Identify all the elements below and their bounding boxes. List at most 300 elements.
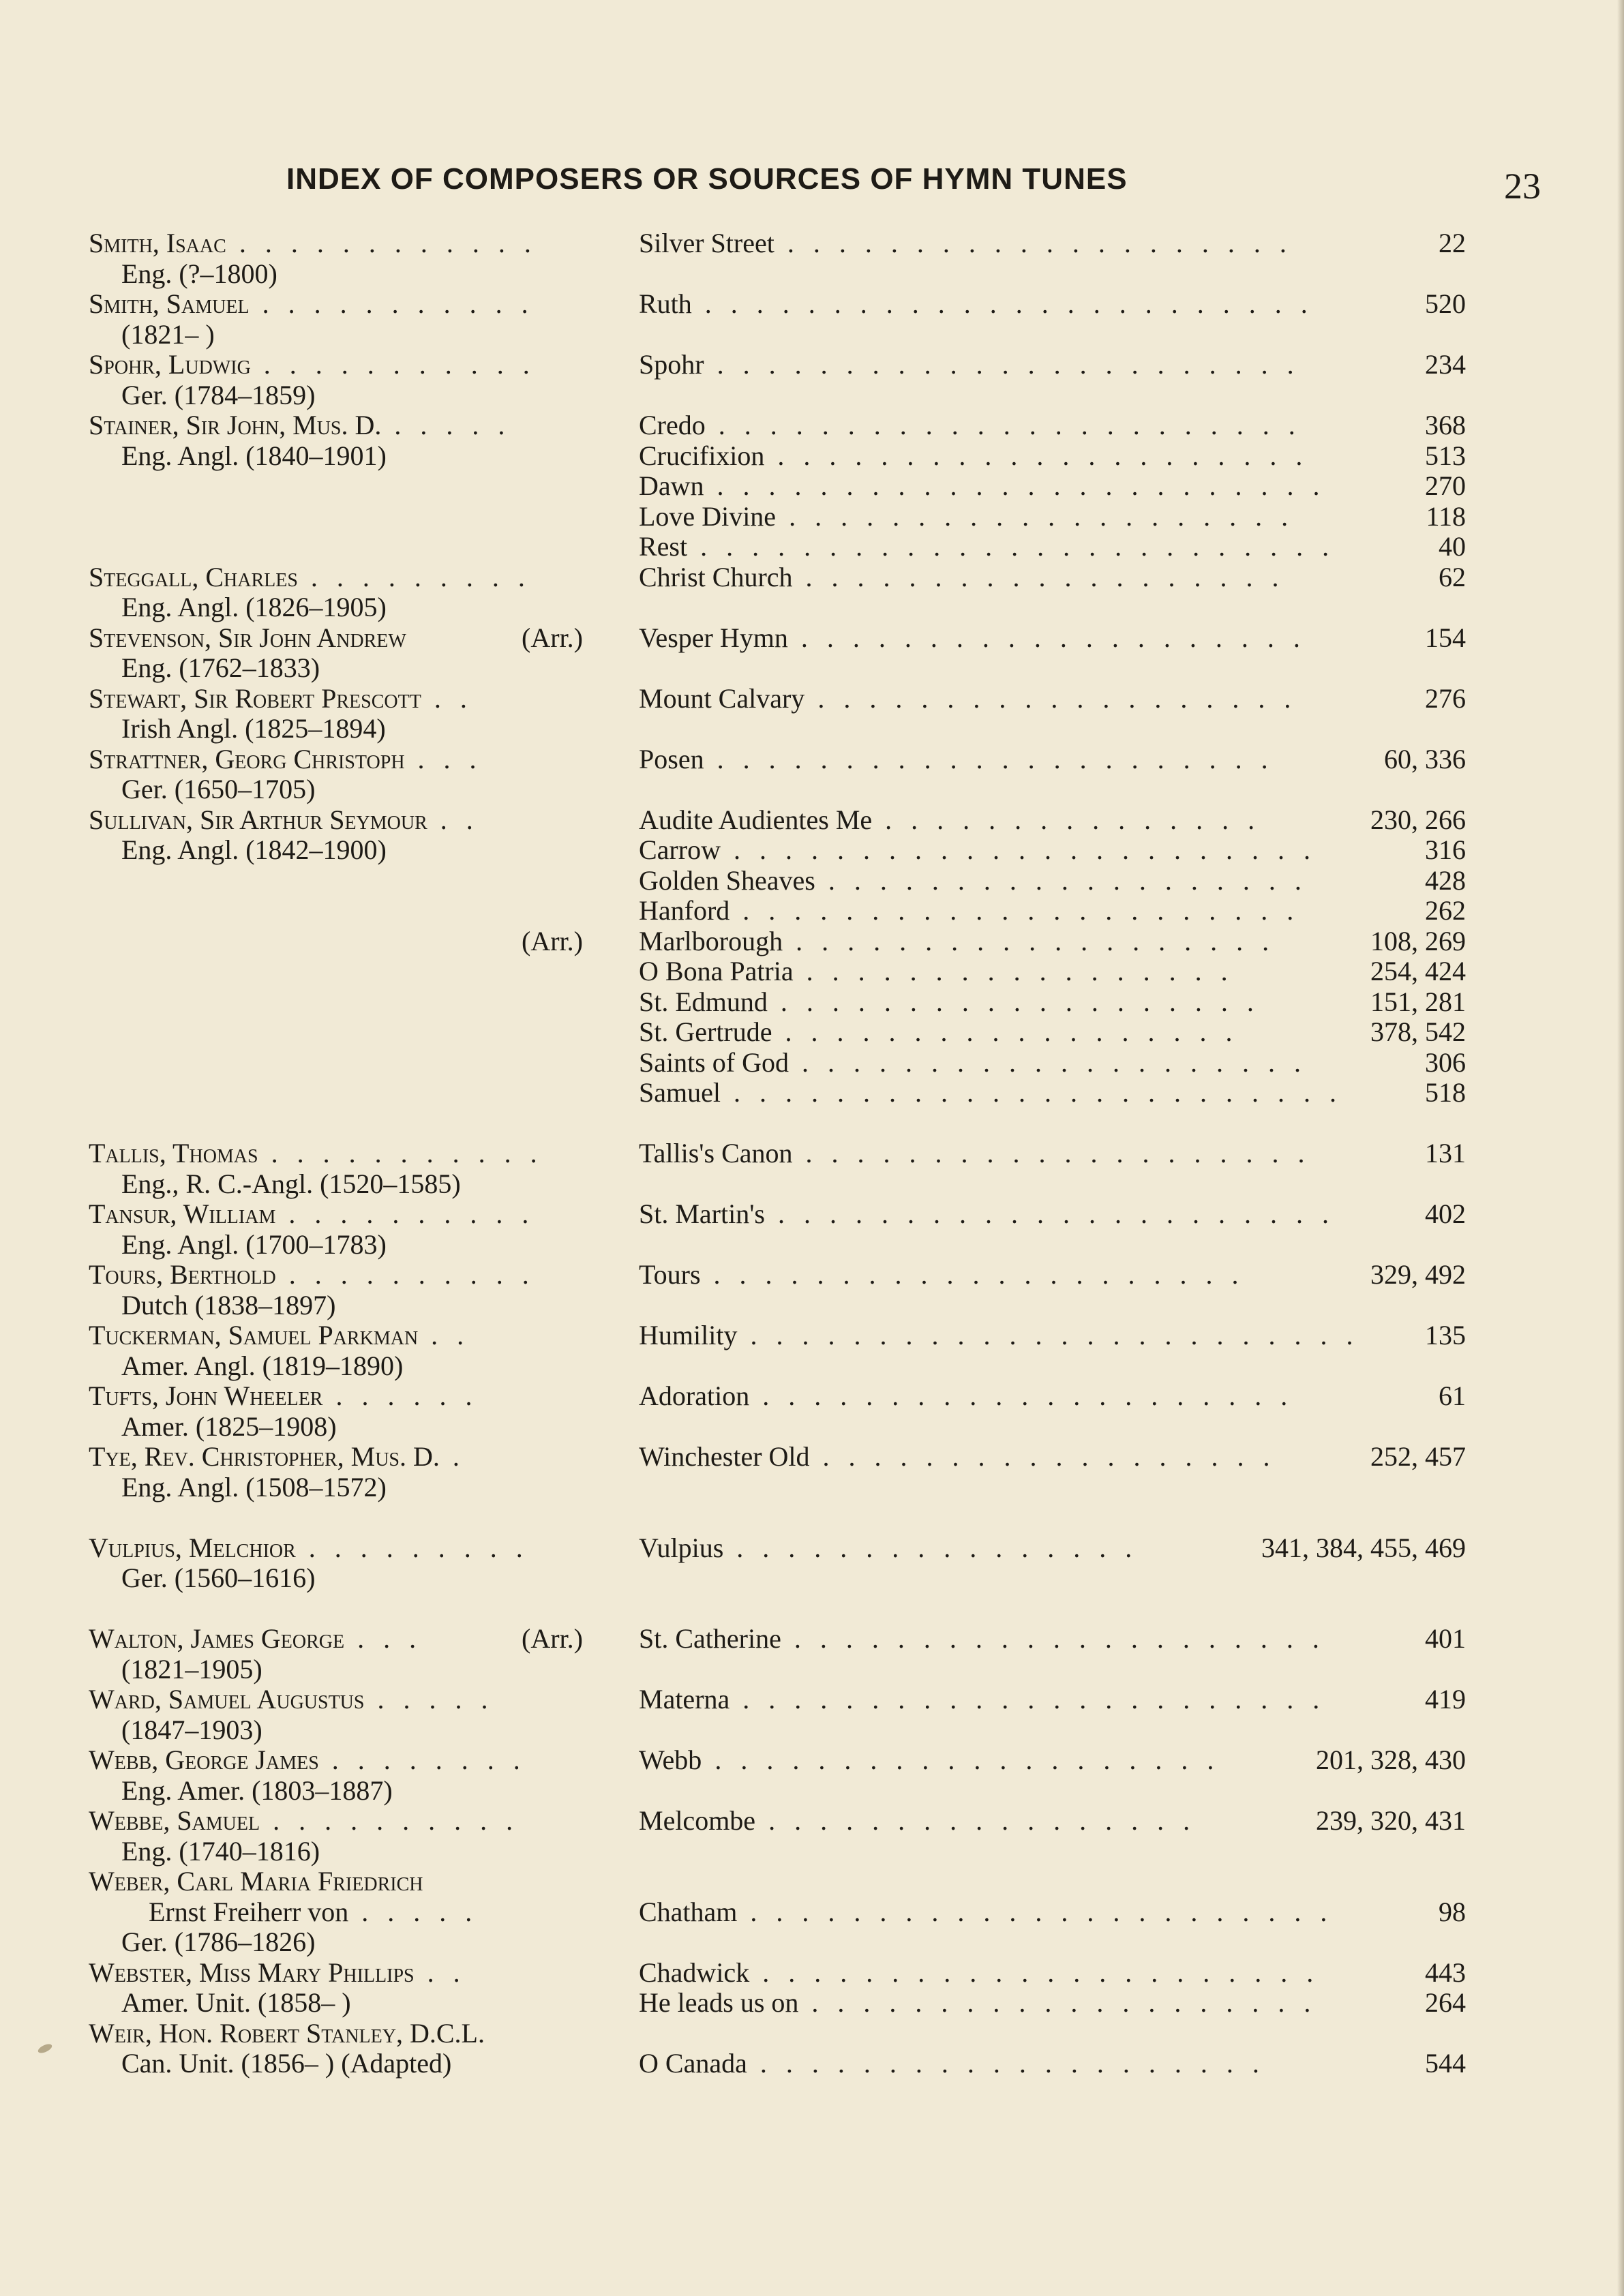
index-row <box>0 805 1624 836</box>
composer-name-cell <box>89 562 531 593</box>
composer-detail: Eng. (1762–1833) <box>121 652 320 683</box>
tune-cell <box>639 471 1326 502</box>
tune-cell <box>639 1199 1335 1230</box>
index-row <box>0 532 1624 562</box>
tune-cell <box>639 1624 1325 1655</box>
index-row <box>0 1442 1624 1472</box>
composer-leader-dots: . . . . . . . . . <box>297 561 531 592</box>
composer-detail: Eng. Angl. (1508–1572) <box>121 1471 387 1502</box>
tune-name: St. Edmund <box>639 986 768 1017</box>
tune-leader-dots: . . . . . . . . . . . . . . . . . . . <box>815 864 1308 896</box>
tune-leader-dots: . . . . . . . . . . . . . . . . . . . . . . . <box>720 834 1317 865</box>
tune-name: Credo <box>639 410 706 440</box>
composer-leader-dots: . . . . . <box>348 1896 479 1927</box>
index-row <box>0 2019 1624 2049</box>
composer-name-cell <box>89 350 536 380</box>
index-row <box>0 714 1624 744</box>
tune-cell <box>639 1745 1220 1776</box>
tune-leader-dots: . . . . . . . . . . . . . . . . . . . . <box>774 228 1293 258</box>
hymn-numbers: 108, 269 <box>1370 925 1466 956</box>
tune-cell <box>639 1048 1307 1078</box>
tune-leader-dots: . . . . . . . . . . . . . . . . . . . . <box>747 2048 1265 2079</box>
composer-name-cell <box>89 1199 535 1230</box>
tune-name: Dawn <box>639 470 704 501</box>
tune-cell <box>639 866 1308 896</box>
composer-detail: Can. Unit. (1856– ) (Adapted) <box>121 2048 452 2079</box>
composer-leader-dots: . . . . . . . . . . . <box>250 349 536 380</box>
hymn-numbers: 135 <box>1425 1320 1466 1350</box>
page-number: 23 <box>1504 166 1541 207</box>
composer-detail-cell <box>121 1230 387 1260</box>
tune-name: Mount Calvary <box>639 682 805 714</box>
composer-name: Stainer, Sir John, Mus. D. <box>89 410 382 440</box>
tune-name: O Canada <box>639 2048 747 2079</box>
hymn-numbers: 239, 320, 431 <box>1316 1805 1466 1836</box>
tune-cell <box>639 1897 1333 1928</box>
composer-name-cell <box>89 1320 470 1351</box>
tune-leader-dots: . . . . . . . . . . . . . . . . . . . <box>805 682 1297 714</box>
spacer-row <box>0 1502 1624 1533</box>
composer-name-cell <box>89 228 537 259</box>
composer-leader-dots: . . . <box>344 1623 423 1654</box>
composer-detail: Ger. (1786–1826) <box>121 1927 316 1957</box>
composer-name: Strattner, Georg Christoph <box>89 743 405 774</box>
composer-detail-cell <box>121 441 387 472</box>
arrangement-note: (Arr.) <box>522 1623 583 1654</box>
tune-cell <box>639 1381 1293 1412</box>
index-row <box>0 684 1624 714</box>
tune-leader-dots: . . . . . . . . . . . . . . . . . . . . . <box>700 1259 1245 1290</box>
tune-cell <box>639 896 1299 926</box>
index-row <box>0 289 1624 320</box>
composer-name: Spohr, Ludwig <box>89 349 251 380</box>
tune-name: Vulpius <box>639 1532 724 1563</box>
composer-name-cell <box>89 1624 422 1655</box>
composer-name: Steggall, Charles <box>89 561 298 592</box>
index-row <box>0 1988 1624 2019</box>
index-row <box>0 896 1624 926</box>
tune-name: Tours <box>639 1259 701 1290</box>
tune-name: Materna <box>639 1684 730 1715</box>
arrangement-note: (Arr.) <box>522 622 583 653</box>
composer-leader-dots: . . . . . . . . . . . <box>258 1138 543 1168</box>
tune-leader-dots: . . . . . . . . . . . . . . . . . . . <box>783 925 1276 956</box>
composer-leader-dots: . . . . . <box>364 1684 494 1715</box>
composer-name-cell <box>89 2019 485 2049</box>
hymn-numbers: 230, 266 <box>1370 804 1466 835</box>
index-row <box>0 987 1624 1018</box>
tune-cell <box>639 835 1317 866</box>
composer-detail-cell <box>121 1927 315 1958</box>
tune-leader-dots: . . . . . . . . . . . . . . . . . . . . <box>789 1046 1307 1078</box>
index-row <box>0 1169 1624 1200</box>
tune-name: Winchester Old <box>639 1441 810 1472</box>
index-row <box>0 1138 1624 1169</box>
composer-detail: Ger. (1650–1705) <box>121 774 316 804</box>
composer-leader-dots: . . . . . . . . . . <box>260 1805 520 1836</box>
composer-name: Tansur, William <box>89 1198 276 1229</box>
composer-name-cell <box>89 289 535 320</box>
composer-detail-cell <box>121 1290 335 1321</box>
composer-name-cell <box>89 623 406 654</box>
composer-name: Ward, Samuel Augustus <box>89 1684 365 1715</box>
hymn-numbers: 428 <box>1425 864 1466 896</box>
composer-name-cell <box>89 1442 466 1472</box>
composer-leader-dots: . . <box>421 682 473 714</box>
index-row <box>0 471 1624 502</box>
tune-leader-dots: . . . . . . . . . . . . . . . . . . . . . . <box>765 1198 1335 1229</box>
composer-leader-dots: . . <box>427 804 479 835</box>
hymn-numbers: 151, 281 <box>1370 986 1466 1017</box>
tune-leader-dots: . . . . . . . . . . . . . . . . . . <box>809 1441 1276 1472</box>
tune-name: Tallis's Canon <box>639 1138 793 1168</box>
composer-name: Weir, Hon. Robert Stanley, D.C.L. <box>89 2017 485 2049</box>
index-row <box>0 774 1624 805</box>
tune-leader-dots: . . . . . . . . . . . . . . . <box>872 804 1261 835</box>
index-row <box>0 1533 1624 1564</box>
composer-detail: Eng. Angl. (1842–1900) <box>121 834 387 865</box>
composer-detail-cell <box>121 835 387 866</box>
tune-cell <box>639 1138 1311 1169</box>
tune-leader-dots: . . . . . . . . . . . . . . . . . . . . . . . <box>705 410 1302 440</box>
index-row <box>0 2049 1624 2079</box>
hymn-numbers: 154 <box>1425 622 1466 653</box>
tune-cell <box>639 441 1308 472</box>
tune-name: Rest <box>639 531 688 562</box>
hymn-numbers: 118 <box>1426 500 1466 532</box>
tune-name: Adoration <box>639 1380 750 1411</box>
composer-name: Webbe, Samuel <box>89 1805 260 1836</box>
tune-cell <box>639 350 1300 380</box>
hymn-numbers: 276 <box>1425 682 1466 714</box>
composer-detail-cell <box>121 380 315 411</box>
composer-detail-cell <box>121 1351 403 1382</box>
composer-detail: (1847–1903) <box>121 1714 262 1745</box>
tune-leader-dots: . . . . . . . . . . . . . . . . . . . . . <box>764 440 1309 471</box>
hymn-numbers: 22 <box>1439 228 1466 258</box>
composer-leader-dots: . . . <box>404 743 483 774</box>
tune-name: O Bona Patria <box>639 956 794 986</box>
index-row <box>0 1472 1624 1503</box>
index-row <box>0 1958 1624 1989</box>
hymn-numbers: 264 <box>1425 1987 1466 2018</box>
index-row <box>0 1017 1624 1048</box>
tune-name: Carrow <box>639 834 721 865</box>
tune-leader-dots: . . . . . . . . . . . . . . . . . . <box>772 1016 1239 1047</box>
hymn-numbers: 62 <box>1439 561 1466 592</box>
tune-leader-dots: . . . . . . . . . . . . . . . . . . . . . . <box>704 743 1274 774</box>
index-row <box>0 1624 1624 1655</box>
tune-leader-dots: . . . . . . . . . . . . . . . . . . . . . . . <box>704 349 1300 380</box>
tune-leader-dots: . . . . . . . . . . . . . . . . . . . . . . . . <box>737 1320 1359 1350</box>
tune-leader-dots: . . . . . . . . . . . . . . . . . . . . . . . . <box>704 470 1326 501</box>
composer-detail: Amer. Unit. (1858– ) <box>121 1987 351 2018</box>
index-row <box>0 1048 1624 1078</box>
composer-detail-cell <box>121 259 277 290</box>
composer-name-cell <box>89 1533 529 1564</box>
index-row <box>0 1897 1624 1928</box>
composer-detail: Eng. Angl. (1840–1901) <box>121 440 387 471</box>
index-row <box>0 1320 1624 1351</box>
tune-name: Spohr <box>639 349 704 380</box>
hymn-numbers: 402 <box>1425 1198 1466 1229</box>
composer-detail-cell <box>121 1715 262 1746</box>
composer-detail-cell <box>121 2049 451 2079</box>
tune-cell <box>639 2049 1265 2079</box>
composer-detail: Eng. Angl. (1826–1905) <box>121 592 387 622</box>
composer-name-cell <box>89 1381 478 1412</box>
composer-leader-dots: . <box>439 1441 466 1472</box>
hymn-numbers: 518 <box>1425 1077 1466 1108</box>
tune-name: Ruth <box>639 288 692 319</box>
index-row <box>0 1837 1624 1867</box>
tune-leader-dots: . . . . . . . . . . . . . . . . . . . . <box>787 622 1306 653</box>
tune-cell <box>639 1320 1359 1351</box>
tune-cell <box>639 1017 1239 1048</box>
tune-leader-dots: . . . . . . . . . . . . . . . . . . . . . . . . <box>691 288 1314 319</box>
index-row <box>0 380 1624 411</box>
running-title: INDEX OF COMPOSERS OR SOURCES OF HYMN TUNES <box>286 162 1128 196</box>
tune-name: Marlborough <box>639 925 783 956</box>
tune-cell <box>639 1533 1138 1564</box>
composer-detail: Eng. (?–1800) <box>121 258 277 289</box>
index-row <box>0 410 1624 441</box>
composer-detail: Eng. Angl. (1700–1783) <box>121 1228 387 1260</box>
composer-leader-dots: . . . . . <box>381 410 511 440</box>
index-row <box>0 1290 1624 1321</box>
composer-detail: (1821– ) <box>121 318 215 350</box>
hymn-numbers: 316 <box>1425 834 1466 865</box>
tune-leader-dots: . . . . . . . . . . . . . . . . . <box>793 956 1234 986</box>
hymn-numbers: 520 <box>1425 288 1466 319</box>
tune-name: Crucifixion <box>639 440 765 471</box>
composer-detail-cell <box>121 320 215 350</box>
composer-name-cell <box>89 1745 526 1776</box>
tune-leader-dots: . . . . . . . . . . . . . . . . . . . . . <box>749 1380 1294 1411</box>
tune-name: Christ Church <box>639 561 793 592</box>
index-row <box>0 350 1624 380</box>
composer-leader-dots: . . . . . . . . . . <box>275 1259 535 1290</box>
composer-detail-cell <box>121 1412 337 1442</box>
index-row <box>0 623 1624 654</box>
composer-name: Tours, Berthold <box>89 1259 276 1290</box>
composer-detail: (1821–1905) <box>121 1653 262 1685</box>
index-row <box>0 1806 1624 1837</box>
tune-cell <box>639 1078 1342 1108</box>
hymn-numbers: 254, 424 <box>1370 956 1466 986</box>
composer-detail: Ernst Freiherr von <box>149 1896 349 1927</box>
composer-name: Stevenson, Sir John Andrew <box>89 622 406 653</box>
hymn-numbers: 98 <box>1439 1896 1466 1927</box>
composer-name-cell <box>89 744 483 775</box>
tune-cell <box>639 1442 1276 1472</box>
index-row <box>0 1563 1624 1594</box>
hymn-numbers: 201, 328, 430 <box>1316 1744 1466 1775</box>
composer-detail: Amer. Angl. (1819–1890) <box>121 1350 404 1381</box>
composer-name-cell <box>89 1260 535 1290</box>
tune-leader-dots: . . . . . . . . . . . . . . . . . <box>755 1805 1197 1836</box>
tune-leader-dots: . . . . . . . . . . . . . . . . <box>723 1532 1139 1563</box>
index-row <box>0 1078 1624 1108</box>
tune-leader-dots: . . . . . . . . . . . . . . . . . . . . <box>798 1987 1317 2018</box>
hymn-numbers: 513 <box>1425 440 1466 471</box>
index-row <box>0 1260 1624 1290</box>
composer-detail-cell <box>121 1988 351 2019</box>
tune-cell <box>639 684 1297 714</box>
composer-detail: Ger. (1560–1616) <box>121 1562 316 1593</box>
index-row <box>0 1867 1624 1897</box>
composer-leader-dots: . . . . . . . . <box>318 1744 526 1775</box>
hymn-numbers: 329, 492 <box>1370 1259 1466 1290</box>
composer-detail: Eng., R. C.-Angl. (1520–1585) <box>121 1168 461 1199</box>
tune-cell <box>639 744 1274 775</box>
tune-name: Melcombe <box>639 1805 756 1836</box>
index-row <box>0 1927 1624 1958</box>
index-row <box>0 744 1624 775</box>
tune-leader-dots: . . . . . . . . . . . . . . . . . . . . <box>776 500 1295 532</box>
composer-detail: Amer. (1825–1908) <box>121 1410 337 1442</box>
tune-name: Golden Sheaves <box>639 864 815 896</box>
index-row <box>0 1230 1624 1260</box>
tune-cell <box>639 1806 1196 1837</box>
spacer-row <box>0 1594 1624 1625</box>
index-row <box>0 259 1624 290</box>
tune-name: St. Martin's <box>639 1198 765 1229</box>
composer-name: Tufts, John Wheeler <box>89 1380 323 1411</box>
composer-detail-cell <box>149 1897 478 1928</box>
hymn-numbers: 341, 384, 455, 469 <box>1261 1532 1466 1563</box>
tune-leader-dots: . . . . . . . . . . . . . . . . . . . . . . <box>749 1957 1320 1988</box>
hymn-numbers: 60, 336 <box>1384 743 1466 774</box>
hymn-numbers: 40 <box>1439 531 1466 562</box>
composer-name-cell <box>89 1685 494 1715</box>
tune-leader-dots: . . . . . . . . . . . . . . . . . . . <box>767 986 1260 1017</box>
hymn-numbers: 262 <box>1425 895 1466 926</box>
hymn-numbers: 61 <box>1439 1380 1466 1411</box>
tune-name: Humility <box>639 1320 738 1350</box>
tune-name: Chatham <box>639 1896 738 1927</box>
tune-leader-dots: . . . . . . . . . . . . . . . . . . . . . <box>781 1623 1325 1654</box>
composer-name-cell <box>89 410 511 441</box>
composer-name-cell <box>89 684 473 714</box>
hymn-numbers: 443 <box>1425 1957 1466 1988</box>
composer-leader-dots: . . . . . . <box>322 1380 479 1411</box>
hymn-numbers: 368 <box>1425 410 1466 440</box>
composer-detail-cell <box>121 774 315 805</box>
index-row <box>0 228 1624 259</box>
tune-name: Audite Audientes Me <box>639 804 873 835</box>
index-row <box>0 926 1624 957</box>
tune-cell <box>639 502 1294 532</box>
composer-detail: Irish Angl. (1825–1894) <box>121 713 386 744</box>
index-row <box>0 835 1624 866</box>
hymn-numbers: 252, 457 <box>1370 1441 1466 1472</box>
tune-cell <box>639 562 1285 593</box>
composer-leader-dots: . . <box>414 1957 466 1988</box>
index-row <box>0 1776 1624 1807</box>
tune-cell <box>639 805 1261 836</box>
index-row <box>0 592 1624 623</box>
composer-leader-dots: . . . . . . . . . . <box>275 1198 535 1229</box>
tune-name: Samuel <box>639 1077 721 1108</box>
composer-name-cell <box>89 805 479 836</box>
tune-name: St. Catherine <box>639 1623 781 1654</box>
composer-detail: Eng. Amer. (1803–1887) <box>121 1774 393 1806</box>
composer-name: Vulpius, Melchior <box>89 1532 296 1563</box>
composer-name: Tuckerman, Samuel Parkman <box>89 1320 419 1350</box>
composer-leader-dots: . . . . . . . . . <box>295 1532 529 1563</box>
arrangement-note: (Arr.) <box>522 925 583 956</box>
composer-detail-cell <box>121 1837 320 1867</box>
composer-detail: Dutch (1838–1897) <box>121 1289 336 1320</box>
composer-leader-dots: . . <box>418 1320 470 1350</box>
hymn-numbers: 131 <box>1425 1138 1466 1168</box>
composer-detail-cell <box>121 1472 387 1503</box>
tune-cell <box>639 623 1306 654</box>
tune-cell <box>639 532 1335 562</box>
hymn-numbers: 234 <box>1425 349 1466 380</box>
tune-name: Vesper Hymn <box>639 622 788 653</box>
composer-name: Tallis, Thomas <box>89 1138 258 1168</box>
composer-name: Tye, Rev. Christopher, Mus. D. <box>89 1441 440 1472</box>
tune-leader-dots: . . . . . . . . . . . . . . . . . . . . . . <box>730 895 1300 926</box>
composer-detail-cell <box>121 1776 393 1807</box>
tune-name: He leads us on <box>639 1987 799 2018</box>
tune-leader-dots: . . . . . . . . . . . . . . . . . . . . . . . <box>737 1896 1334 1927</box>
tune-cell <box>639 228 1293 259</box>
index-entries <box>0 228 1624 2079</box>
tune-name: Webb <box>639 1744 702 1775</box>
composer-name: Sullivan, Sir Arthur Seymour <box>89 804 427 835</box>
composer-leader-dots: . . . . . . . . . . . . <box>226 228 537 258</box>
tune-leader-dots: . . . . . . . . . . . . . . . . . . . <box>792 561 1285 592</box>
composer-detail: Eng. (1740–1816) <box>121 1835 320 1867</box>
index-row <box>0 1199 1624 1230</box>
composer-detail-cell <box>121 653 320 684</box>
hymn-numbers: 378, 542 <box>1370 1016 1466 1047</box>
tune-cell <box>639 289 1314 320</box>
tune-cell <box>639 1685 1325 1715</box>
index-row <box>0 320 1624 350</box>
tune-name: St. Gertrude <box>639 1016 772 1047</box>
tune-leader-dots: . . . . . . . . . . . . . . . . . . . . . . . <box>730 1684 1326 1715</box>
tune-cell <box>639 1958 1319 1989</box>
tune-leader-dots: . . . . . . . . . . . . . . . . . . . . <box>792 1138 1311 1168</box>
index-row <box>0 1381 1624 1412</box>
index-row <box>0 866 1624 896</box>
tune-cell <box>639 956 1234 987</box>
tune-name: Posen <box>639 743 704 774</box>
tune-name: Chadwick <box>639 1957 750 1988</box>
tune-leader-dots: . . . . . . . . . . . . . . . . . . . . . . . . . <box>687 531 1336 562</box>
composer-name: Stewart, Sir Robert Prescott <box>89 682 421 714</box>
composer-leader-dots: . . . . . . . . . . . <box>249 288 535 319</box>
tune-leader-dots: . . . . . . . . . . . . . . . . . . . . <box>702 1744 1220 1775</box>
tune-cell <box>639 1988 1317 2019</box>
tune-name: Saints of God <box>639 1046 789 1078</box>
composer-name: Smith, Samuel <box>89 288 250 319</box>
composer-detail-cell <box>121 592 387 623</box>
tune-name: Hanford <box>639 895 730 926</box>
tune-cell <box>639 987 1260 1018</box>
tune-name: Silver Street <box>639 228 775 258</box>
index-row <box>0 1745 1624 1776</box>
index-row <box>0 441 1624 472</box>
composer-name: Walton, James George <box>89 1623 345 1654</box>
composer-detail-cell <box>121 1563 315 1594</box>
index-row <box>0 1685 1624 1715</box>
index-row <box>0 1655 1624 1685</box>
